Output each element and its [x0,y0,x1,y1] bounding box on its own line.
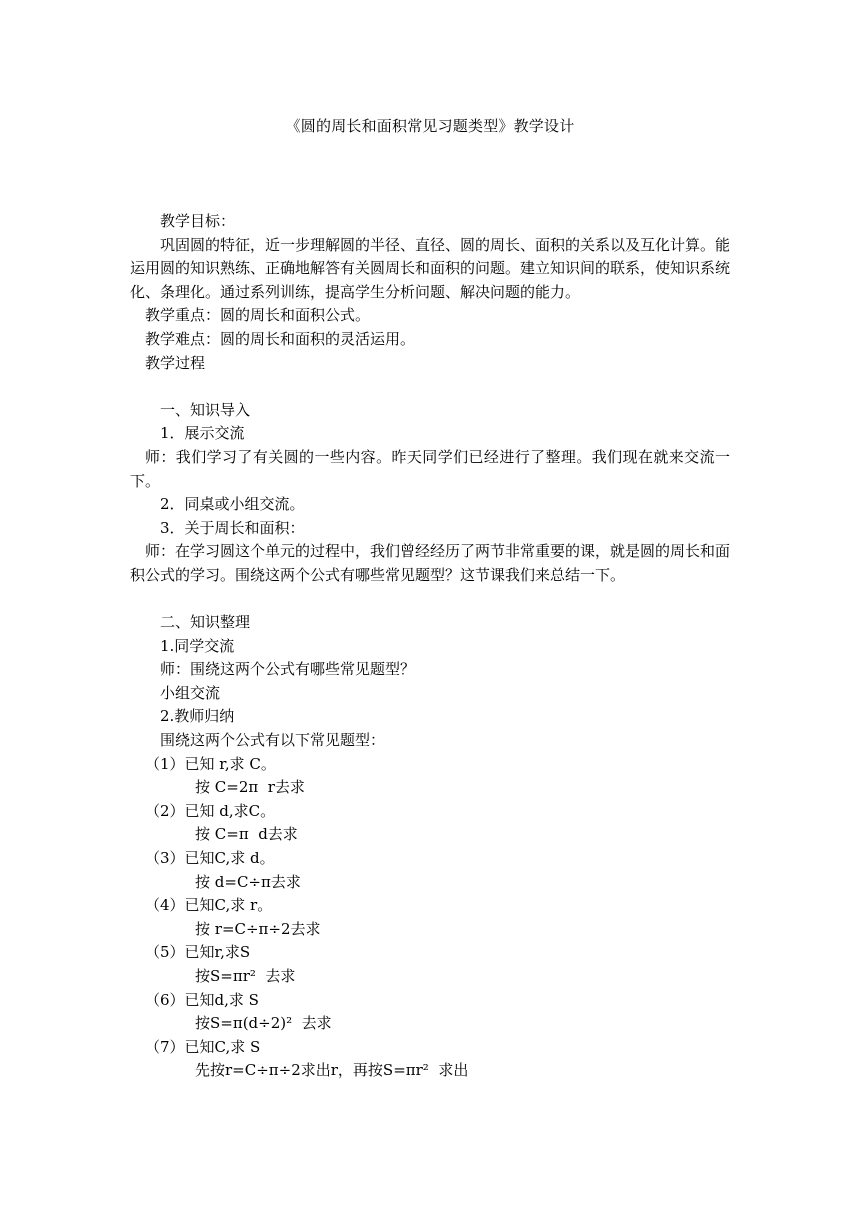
process-heading: 教学过程 [145,353,206,372]
type-question: （2）已知 d,求C。 [145,801,276,820]
type-answer: 按 d=C÷π去求 [195,872,301,891]
section2-heading: 二、知识整理 [160,613,251,632]
type-question: （7）已知C,求 S [145,1037,261,1056]
type-answer: 按S=π(d÷2)² 去求 [195,1014,332,1033]
type-answer: 先按r=C÷π÷2求出r，再按S=πr² 求出 [195,1061,469,1080]
objectives-heading: 教学目标： [160,212,236,230]
section1-teacher2: 师：在学习圆这个单元的过程中，我们曾经经历了两节非常重要的课，就是圆的周长和面积公式的学习。围绕这两个公式有哪些常见题型？这节课我们来总结一下。 [130,542,731,584]
section2-item2: 2.教师归纳 [160,707,235,726]
type-question: （3）已知C,求 d。 [145,849,275,868]
spacer [130,375,730,399]
section1-item2: 2．同桌或小组交流。 [160,495,305,514]
spacer [130,588,730,612]
section2-group: 小组交流 [160,683,221,702]
section1-item1: 1．展示交流 [160,424,245,443]
type-question: （4）已知C,求 r。 [145,896,273,915]
type-answer: 按 C=π d去求 [195,825,298,844]
section1-teacher1: 师：我们学习了有关圆的一些内容。昨天同学们已经进行了整理。我们现在就来交流一下。 [130,447,730,490]
type-question: （6）已知d,求 S [145,990,259,1009]
objectives-text: 巩固圆的特征，近一步理解圆的半径、直径、圆的周长、面积的关系以及互化计算。能运用圆的知识熟练、正确地解答有关圆周长和面积的问题。建立知识间的联系，使知识系统化、条理化。通过系列训练，提高学生分析问题、解决问题的能力。 [130,235,731,301]
section1-heading: 一、知识导入 [160,400,251,419]
type-question: （1）已知 r,求 C。 [145,754,276,773]
type-answer: 按S=πr² 去求 [195,967,296,985]
type-question: （5）已知r,求S [145,943,251,962]
type-answer: 按 r=C÷π÷2去求 [195,919,321,938]
section2-teacher: 师：围绕这两个公式有哪些常见题型？ [160,660,416,679]
type-answer: 按 C=2π r去求 [195,778,305,797]
document-title: 《圆的周长和面积常见习题类型》教学设计 [285,117,575,135]
document-body [130,210,730,1083]
section1-item3: 3．关于周长和面积： [160,518,305,537]
key-point: 教学重点：圆的周长和面积公式。 [145,306,371,325]
section2-item1: 1.同学交流 [160,636,235,655]
section2-intro: 围绕这两个公式有以下常见题型： [160,731,386,750]
difficulty: 教学难点：圆的周长和面积的灵活运用。 [145,329,416,348]
